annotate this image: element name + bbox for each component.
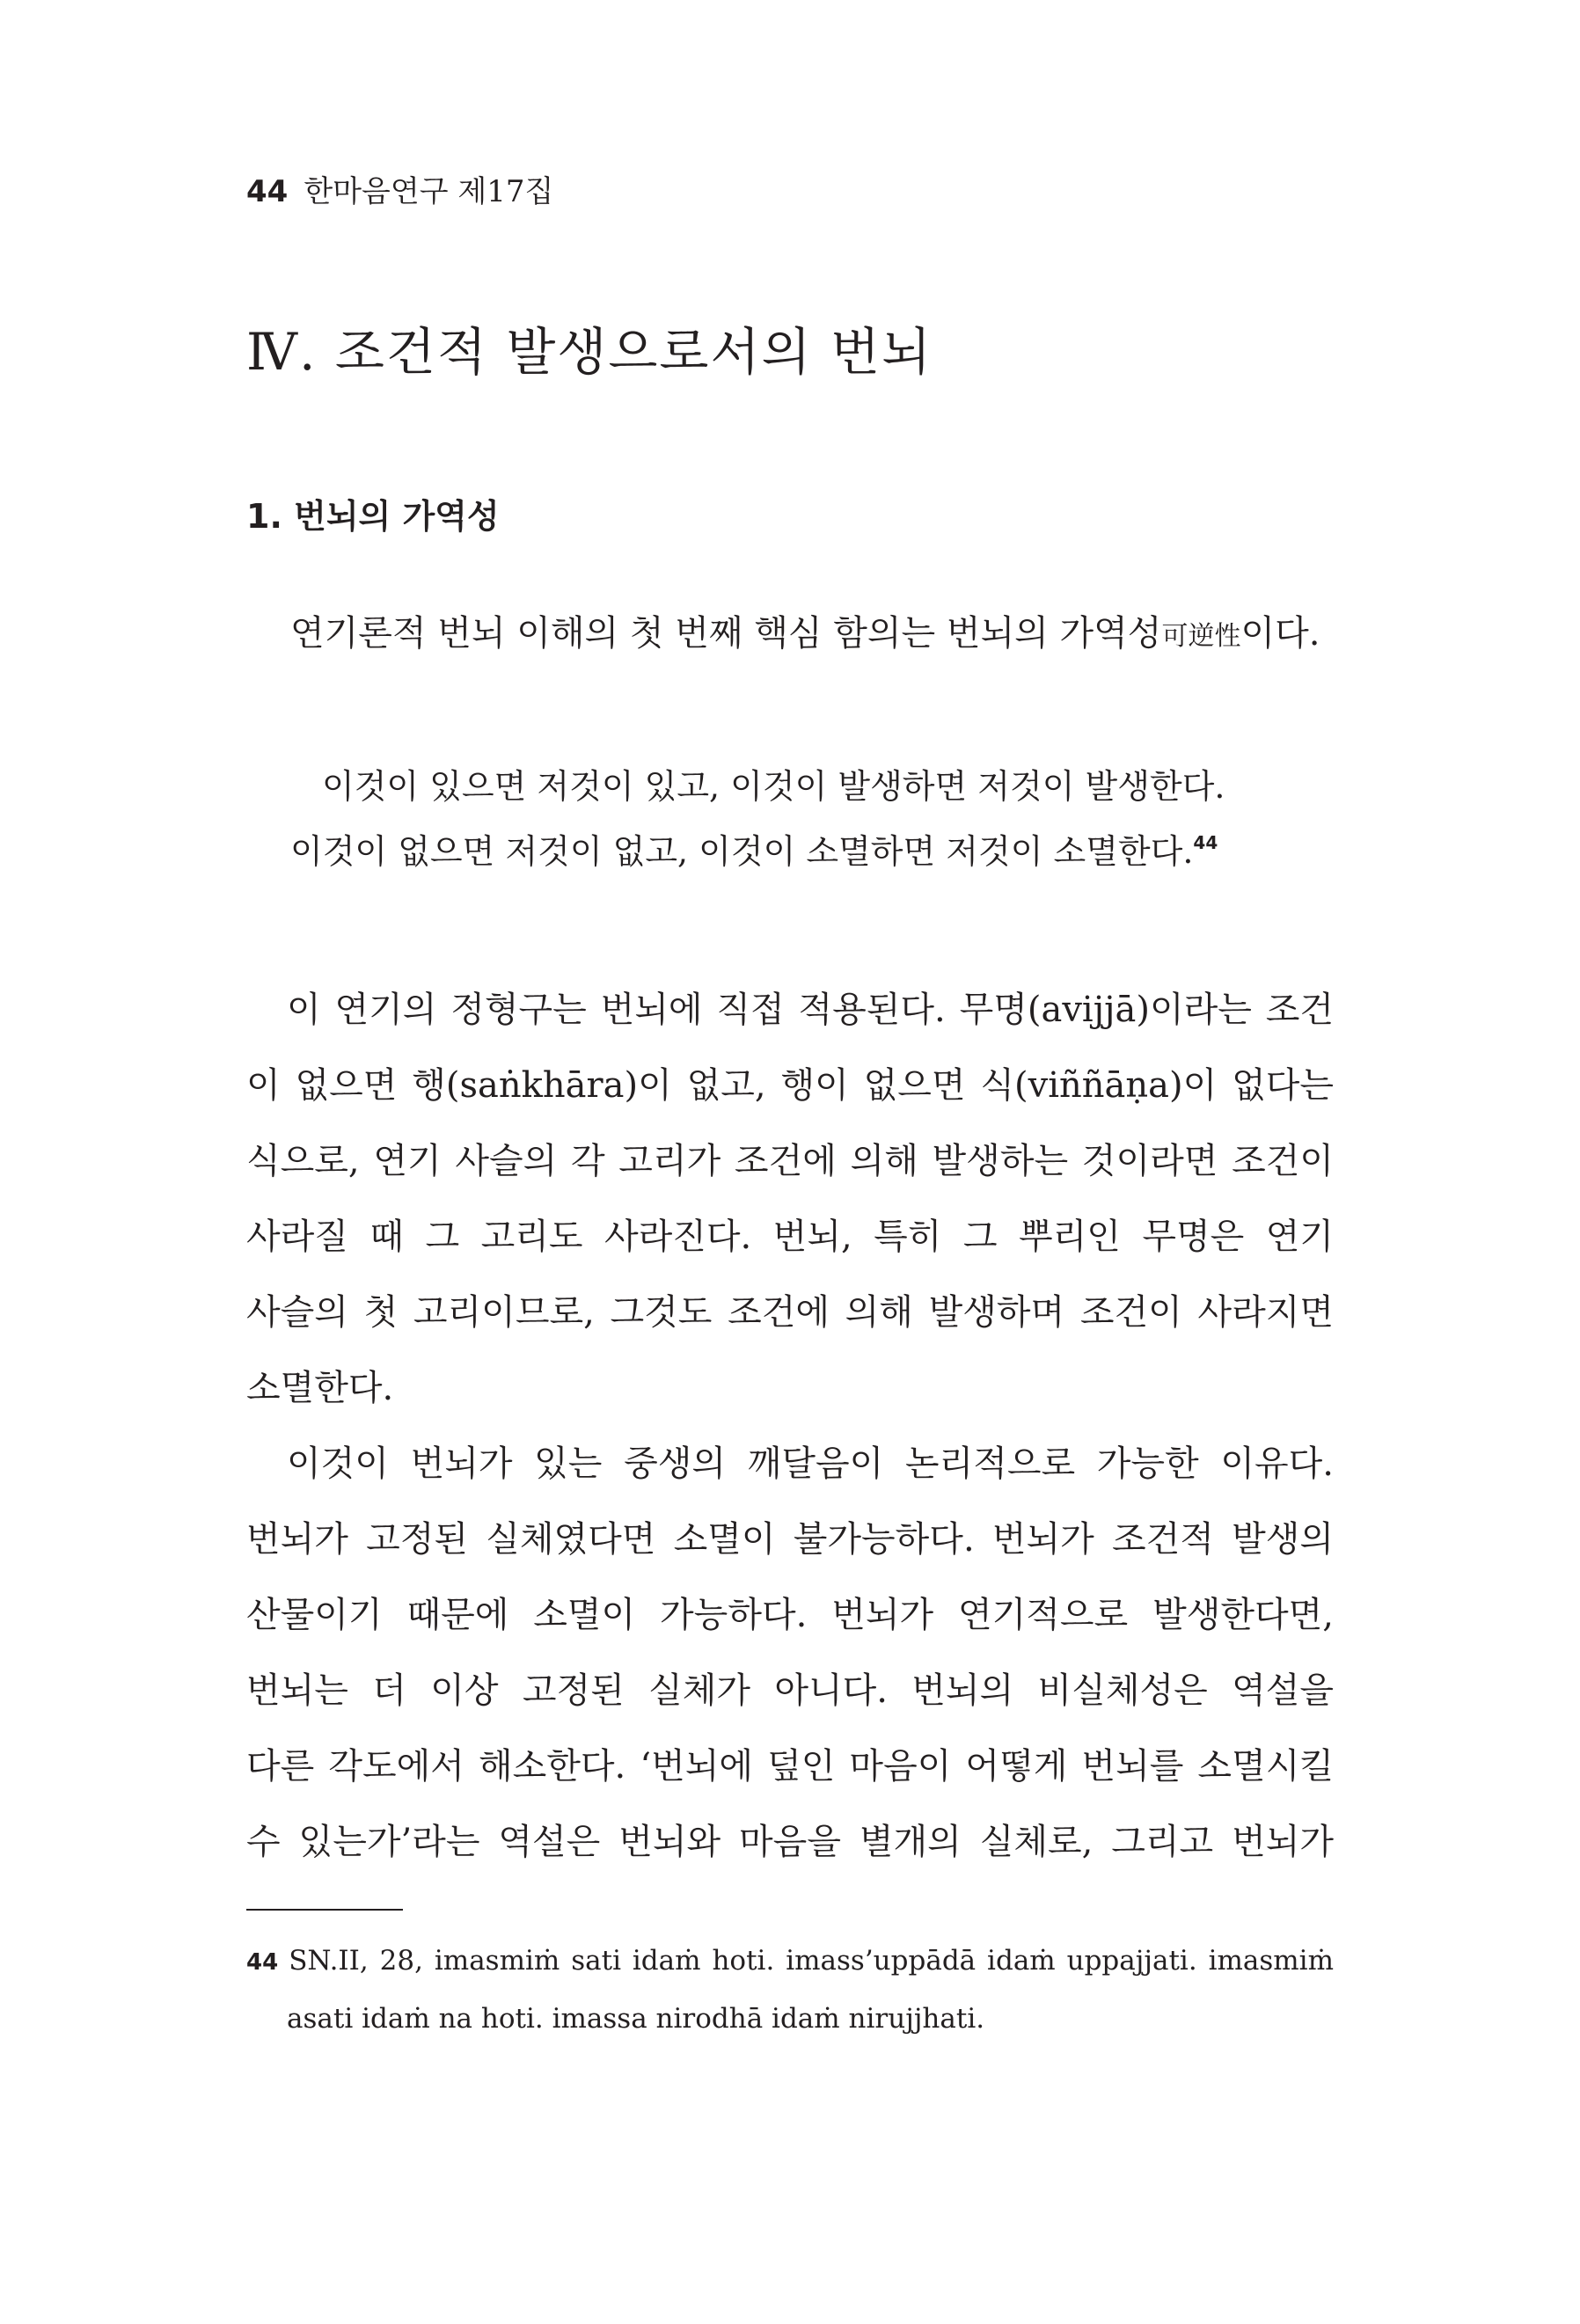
body-line: 번뇌는 더 이상 고정된 실체가 아니다. 번뇌의 비실체성은 역설을 [246,1670,1334,1711]
lead-end: 이다. [1240,613,1320,654]
body-line: 사슬의 첫 고리이므로, 그것도 조건에 의해 발생하며 조건이 사라지면 [246,1292,1334,1333]
body-line: 번뇌가 고정된 실체였다면 소멸이 불가능하다. 번뇌가 조건적 발생의 [246,1519,1334,1560]
page-number: 44 [246,174,289,209]
lead-text: 연기론적 번뇌 이해의 첫 번째 핵심 함의는 번뇌의 가역성 [290,613,1162,654]
footnote-text-1: SN.II, 28, imasmiṁ sati idaṁ hoti. imass’uppādā idaṁ uppajjati. imasmiṁ [289,1945,1334,1977]
chapter-title: Ⅳ. 조건적 발생으로서의 번뇌 [246,322,933,382]
body-line: 소멸한다. [246,1368,394,1408]
quote-line-2-text: 이것이 없으면 저것이 없고, 이것이 소멸하면 저것이 소멸한다. [290,832,1194,871]
footnote-divider [246,1909,403,1911]
body-line: 이 없으면 행(saṅkhāra)이 없고, 행이 없으면 식(viññāṇa)이 없다는 [246,1065,1334,1106]
footnote-reference: 44 [1193,832,1218,853]
journal-title: 한마음연구 제17집 [304,174,554,209]
body-line: 이것이 번뇌가 있는 중생의 깨달음이 논리적으로 가능한 이유다. [287,1443,1334,1484]
footnote-number: 44 [246,1949,279,1976]
footnote-line-2: asati idaṁ na hoti. imassa nirodhā idaṁ nirujjhati. [287,2003,985,2035]
lead-paragraph [290,609,1320,661]
body-line: 산물이기 때문에 소멸이 가능하다. 번뇌가 연기적으로 발생한다면, [246,1595,1334,1635]
lead-hanja: 可逆性 [1161,621,1241,652]
running-header [246,172,553,211]
body-line: 이 연기의 정형구는 번뇌에 직접 적용된다. 무명(avijjā)이라는 조건 [287,990,1334,1030]
quote-line-2 [290,829,1218,874]
body-line: 식으로, 연기 사슬의 각 고리가 조건에 의해 발생하는 것이라면 조건이 [246,1141,1334,1181]
body-line: 다른 각도에서 해소한다. ‘번뇌에 덮인 마음이 어떻게 번뇌를 소멸시킬 [246,1746,1334,1787]
section-title: 1. 번뇌의 가역성 [246,497,500,536]
body-line: 사라질 때 그 고리도 사라진다. 번뇌, 특히 그 뿌리인 무명은 연기 [246,1217,1334,1257]
body-line: 수 있는가’라는 역설은 번뇌와 마음을 별개의 실체로, 그리고 번뇌가 [246,1822,1334,1862]
quote-line-1: 이것이 있으면 저것이 있고, 이것이 발생하면 저것이 발생한다. [322,767,1225,806]
footnote-line-1 [246,1942,1334,1981]
